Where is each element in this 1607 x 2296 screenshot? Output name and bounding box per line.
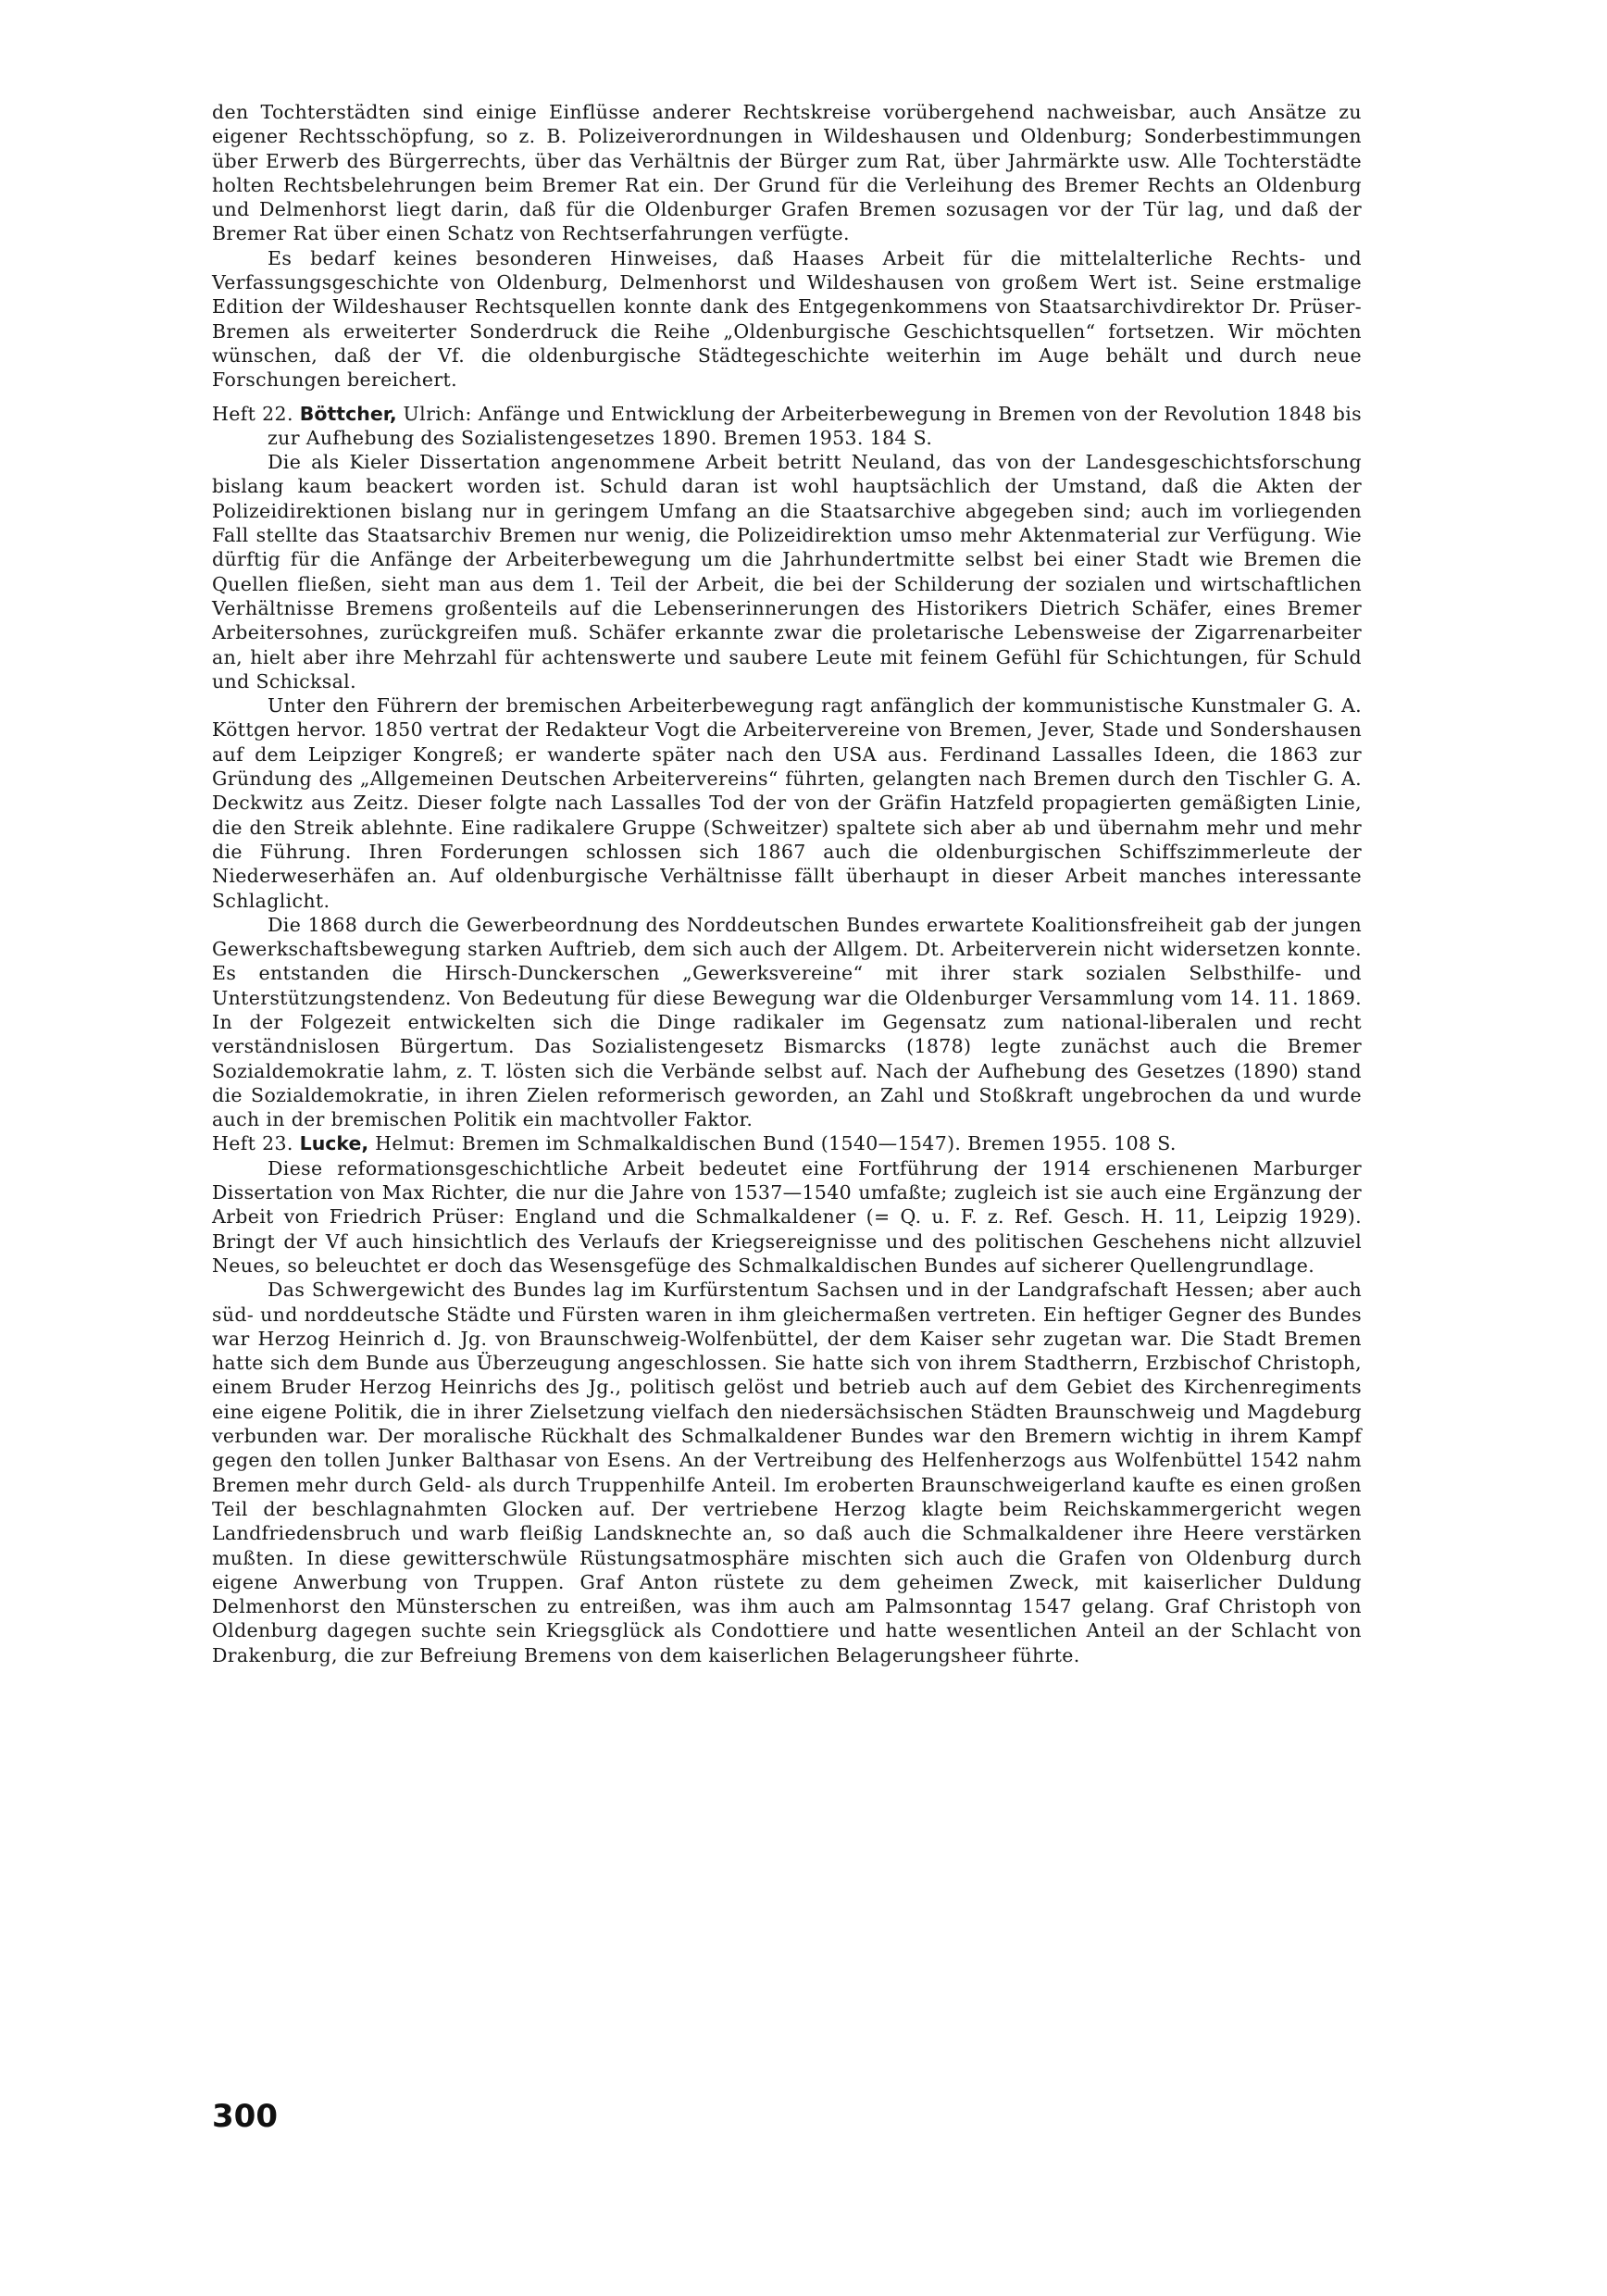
entry-citation: Helmut: Bremen im Schmalkaldischen Bund (1540—1547). Bremen 1955. 108 S. [368,1132,1177,1155]
entry-citation: Ulrich: Anfänge und Entwicklung der Arbeiterbewegung in Bremen von der Revolution 1848 bis zur Aufhebung des Sozialistengesetzes 1890. Bremen 1953. 184 S. [268,402,1362,449]
entry-author: Lucke, [299,1132,369,1155]
text-column [212,100,1362,1667]
intro-paragraph: Es bedarf keines besonderen Hinweises, daß Haases Arbeit für die mittelalterliche Rechts- und Verfassungsgeschichte von Oldenburg, Delmenhorst und Wildeshausen von großem Wert ist. Seine erstmalige Edition der Wildeshauser Rechtsquellen konnte dank des Entgegenkommens von Staatsarchivdirektor Dr. Prüser-Bremen als erweiterter Sonderdruck die Reihe „Oldenburgische Geschichtsquellen“ fortsetzen. Wir möchten wünschen, daß der Vf. die oldenburgische Städtegeschichte weiterhin im Auge behält und durch neue Forschungen bereichert. [212,246,1362,392]
entry-number: Heft 22. [212,402,300,425]
intro-paragraph-continuation: den Tochterstädten sind einige Einflüsse anderer Rechtskreise vorübergehend nachweisbar, auch Ansätze zu eigener Rechtsschöpfung, so z. B. Polizeiverordnungen in Wildeshausen und Oldenburg; Sonderbestimmungen über Erwerb des Bürgerrechts, über das Verhältnis der Bürger zum Rat, über Jahrmärkte usw. Alle Tochterstädte holten Rechtsbelehrungen beim Bremer Rat ein. Der Grund für die Verleihung des Bremer Rechts an Oldenburg und Delmenhorst liegt darin, daß für die Oldenburger Grafen Bremen sozusagen vor der Tür lag, und daß der Bremer Rat über einen Schatz von Rechtserfahrungen verfügte. [212,101,1362,245]
review-paragraph: Unter den Führern der bremischen Arbeiterbewegung ragt anfänglich der kommunistische Kunstmaler G. A. Köttgen hervor. 1850 vertrat der Redakteur Vogt die Arbeitervereine von Bremen, Jever, Stade und Sondershausen auf dem Leipziger Kongreß; er wanderte später nach den USA aus. Ferdinand Lassalles Ideen, die 1863 zur Gründung des „Allgemeinen Deutschen Arbeitervereins“ führten, gelangten nach Bremen durch den Tischler G. A. Deckwitz aus Zeitz. Dieser folgte nach Lassalles Tod der von der Gräfin Hatzfeld propagierten gemäßigten Linie, die den Streik ablehnte. Eine radikalere Gruppe (Schweitzer) spaltete sich aber ab und übernahm mehr und mehr die Führung. Ihren Forderungen schlossen sich 1867 auch die oldenburgischen Schiffszimmerleute der Niederweserhäfen an. Auf oldenburgische Verhältnisse fällt überhaupt in dieser Arbeit manches interessante Schlaglicht. [212,694,1362,912]
bibliographic-entry-22 [212,402,1362,451]
page-number: 300 [212,2098,278,2135]
review-paragraph: Die als Kieler Dissertation angenommene Arbeit betritt Neuland, das von der Landesgeschichtsforschung bislang kaum beackert worden ist. Schuld daran ist wohl hauptsächlich der Umstand, daß die Akten der Polizeidirektionen bislang nur in geringem Umfang an die Staatsarchive abgegeben sind; auch im vorliegenden Fall stellte das Staatsarchiv Bremen nur wenig, die Polizeidirektion umso mehr Aktenmaterial zur Verfügung. Wie dürftig für die Anfänge der Arbeiterbewegung um die Jahrhundertmitte selbst bei einer Stadt wie Bremen die Quellen fließen, sieht man aus dem 1. Teil der Arbeit, die bei der Schilderung der sozialen und wirtschaftlichen Verhältnisse Bremens großenteils auf die Lebenserinnerungen des Historikers Dietrich Schäfer, eines Bremer Arbeitersohnes, zurückgreifen muß. Schäfer erkannte zwar die proletarische Lebensweise der Zigarrenarbeiter an, hielt aber ihre Mehrzahl für achtenswerte und saubere Leute mit feinem Gefühl für Schichtungen, für Schuld und Schicksal. [212,451,1362,693]
review-paragraph: Die 1868 durch die Gewerbeordnung des Norddeutschen Bundes erwartete Koalitionsfreiheit gab der jungen Gewerkschaftsbewegung starken Auftrieb, dem sich auch der Allgem. Dt. Arbeiterverein nicht widersetzen konnte. Es entstanden die Hirsch-Dunckerschen „Gewerksvereine“ mit ihrer stark sozialen Selbsthilfe- und Unterstützungstendenz. Von Bedeutung für diese Bewegung war die Oldenburger Versammlung vom 14. 11. 1869. In der Folgezeit entwickelten sich die Dinge radikaler im Gegensatz zum national-liberalen und recht verständnislosen Bürgertum. Das Sozialistengesetz Bismarcks (1878) legte zunächst auch die Bremer Sozialdemokratie lahm, z. T. lösten sich die Verbände selbst auf. Nach der Aufhebung des Gesetzes (1890) stand die Sozialdemokratie, in ihren Zielen reformerisch geworden, an Zahl und Stoßkraft ungebrochen da und wurde auch in der bremischen Politik ein machtvoller Faktor. [212,913,1362,1131]
entry-number: Heft 23. [212,1132,300,1155]
review-paragraph: Das Schwergewicht des Bundes lag im Kurfürstentum Sachsen und in der Landgrafschaft Hessen; aber auch süd- und norddeutsche Städte und Fürsten waren in ihm gleichermaßen vertreten. Ein heftiger Gegner des Bundes war Herzog Heinrich d. Jg. von Braunschweig-Wolfenbüttel, der dem Kaiser sehr zugetan war. Die Stadt Bremen hatte sich dem Bunde aus Überzeugung angeschlossen. Sie hatte sich von ihrem Stadtherrn, Erzbischof Christoph, einem Bruder Herzog Heinrichs des Jg., politisch gelöst und betrieb auch auf dem Gebiet des Kirchenregiments eine eigene Politik, die in ihrer Zielsetzung vielfach den niedersächsischen Städten Braunschweig und Magdeburg verbunden war. Der moralische Rückhalt des Schmalkaldener Bundes war den Bremern wichtig in ihrem Kampf gegen den tollen Junker Balthasar von Esens. An der Vertreibung des Helfenherzogs aus Wolfenbüttel 1542 nahm Bremen mehr durch Geld- als durch Truppenhilfe Anteil. Im eroberten Braunschweigerland kaufte es einen großen Teil der beschlagnahmten Glocken auf. Der vertriebene Herzog klagte beim Reichskammergericht wegen Landfriedensbruch und warb fleißig Landsknechte an, so daß auch die Schmalkaldener ihre Heere verstärken mußten. In diese gewitterschwüle Rüstungsatmosphäre mischten sich auch die Grafen von Oldenburg durch eigene Anwerbung von Truppen. Graf Anton rüstete zu dem geheimen Zweck, mit kaiserlicher Duldung Delmenhorst den Münsterschen zu entreißen, was ihm auch am Palmsonntag 1547 gelang. Graf Christoph von Oldenburg dagegen suchte sein Kriegsglück als Condottiere und hatte wesentlichen Anteil an der Schlacht von Drakenburg, die zur Befreiung Bremens von dem kaiserlichen Belagerungsheer führte. [212,1279,1362,1666]
review-paragraph: Diese reformationsgeschichtliche Arbeit bedeutet eine Fortführung der 1914 erschienenen Marburger Dissertation von Max Richter, die nur die Jahre von 1537—1540 umfaßte; zugleich ist sie auch eine Ergänzung der Arbeit von Friedrich Prüser: England und die Schmalkaldener (= Q. u. F. z. Ref. Gesch. H. 11, Leipzig 1929). Bringt der Vf auch hinsichtlich des Verlaufs der Kriegsereignisse und des politischen Geschehens nicht allzuviel Neues, so beleuchtet er doch das Wesensgefüge des Schmalkaldischen Bundes auf sicherer Quellengrundlage. [212,1156,1362,1277]
entry-author: Böttcher, [299,402,397,425]
bibliographic-entry-23 [212,1131,1362,1155]
